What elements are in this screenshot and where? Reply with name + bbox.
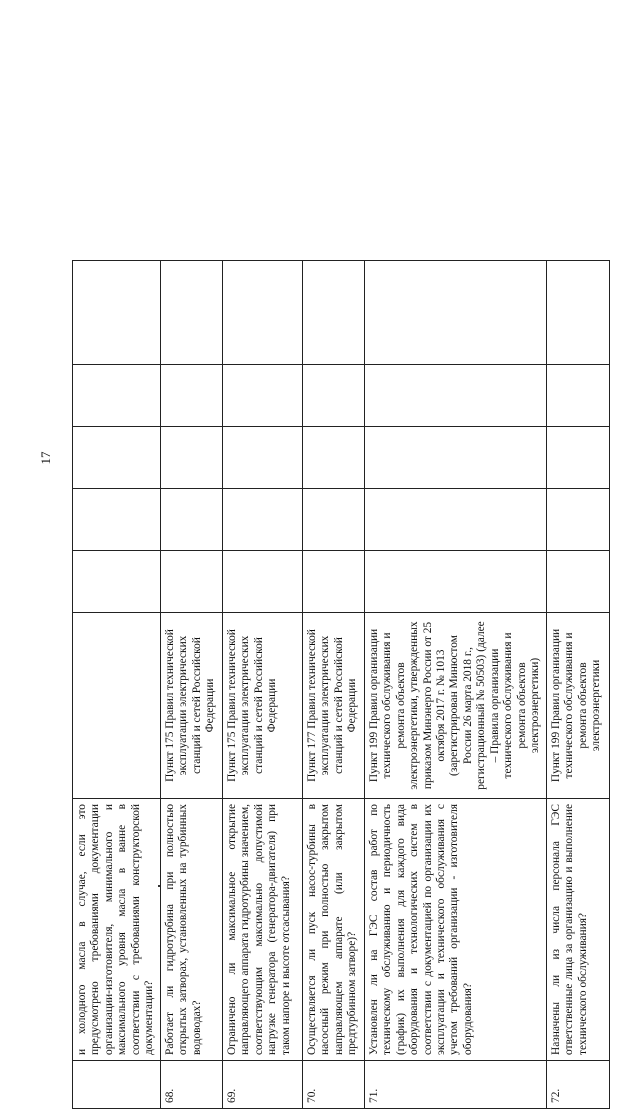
question-cell: Ограничено ли максимальное открытие направляющего аппарата гидротурбины значением, соответствующим максимально допустимой нагрузке генератора (генератора-двигателя) при таком напоре и высоте отсасывания? [222, 799, 302, 1061]
reference-cell [73, 613, 161, 799]
answer-cell [546, 365, 609, 427]
note-cell [364, 261, 546, 365]
answer-cell [302, 365, 364, 427]
answer-cell [160, 365, 222, 427]
row-number: 70. [302, 1061, 364, 1109]
answer-cell [73, 551, 161, 613]
answer-cell [364, 365, 546, 427]
answer-cell [222, 427, 302, 489]
answer-cell [302, 551, 364, 613]
answer-cell [160, 551, 222, 613]
answer-cell [73, 427, 161, 489]
answer-cell [546, 551, 609, 613]
answer-cell [160, 427, 222, 489]
note-cell [222, 261, 302, 365]
row-number: 72. [546, 1061, 609, 1109]
answer-cell [546, 489, 609, 551]
row-number: 68. [160, 1061, 222, 1109]
question-cell: Осуществляется ли пуск насос-турбины в насосный режим при полностью закрытом направляющем аппарате (или закрытом предтурбинном затворе)? [302, 799, 364, 1061]
table-row [222, 261, 302, 1109]
table-row [160, 261, 222, 1109]
answer-cell [364, 489, 546, 551]
reference-cell: Пункт 175 Правил технической эксплуатации электрических станций и сетей Российской Федерации [222, 613, 302, 799]
answer-cell [364, 427, 546, 489]
question-cell: Назначены ли из числа персонала ГЭС ответственные лица за организацию и выполнение технического обслуживания? [546, 799, 609, 1061]
answer-cell [160, 489, 222, 551]
answer-cell [302, 427, 364, 489]
reference-cell: Пункт 199 Правил организации технического обслуживания и ремонта объектов электроэнергетики, утвержденных приказом Минэнерго России от 25 октября 2017 г. № 1013 (зарегистрирован Минюстом России 26 марта 2018 г., регистрационный № 50503) (далее – Правила организации технического обслуживания и ремонта объектов электроэнергетики) [364, 613, 546, 799]
row-number: 71. [364, 1061, 546, 1109]
question-cell: Установлен ли на ГЭС состав работ по техническому обслуживанию и периодичность (график) их выполнения для каждого вида оборудования и технологических систем в соответствии с документацией по организации их эксплуатации и технического обслуживания с учетом требований организации - изготовителя оборудования? [364, 799, 546, 1061]
answer-cell [222, 489, 302, 551]
question-cell: Работает ли гидротурбина при полностью открытых затворах, установленных на турбинных водоводах? [160, 799, 222, 1061]
answer-cell [364, 551, 546, 613]
table-row [302, 261, 364, 1109]
note-cell [302, 261, 364, 365]
answer-cell [222, 365, 302, 427]
answer-cell [302, 489, 364, 551]
reference-cell: Пункт 175 Правил технической эксплуатации электрических станций и сетей Российской Федерации [160, 613, 222, 799]
checklist-table [72, 260, 610, 1109]
answer-cell [73, 489, 161, 551]
table-row [364, 261, 546, 1109]
note-cell [73, 261, 161, 365]
answer-cell [546, 427, 609, 489]
answer-cell [73, 365, 161, 427]
reference-cell: Пункт 199 Правил организации технического обслуживания и ремонта объектов электроэнергетики [546, 613, 609, 799]
note-cell [546, 261, 609, 365]
table-row [73, 261, 161, 1109]
row-number [73, 1061, 161, 1109]
table-row [546, 261, 609, 1109]
checklist-table-rotated [72, 261, 610, 1109]
reference-cell: Пункт 177 Правил технической эксплуатации электрических станций и сетей Российской Федерации [302, 613, 364, 799]
answer-cell [222, 551, 302, 613]
note-cell [160, 261, 222, 365]
page-number: 17 [38, 451, 53, 465]
question-cell: и холодного масла в случае, если это предусмотрено требованиями документации организации-изготовителя, минимального и максимального уровня масла в ванне в соответствии с требованиями конструкторской документации? [73, 799, 161, 1061]
row-number: 69. [222, 1061, 302, 1109]
